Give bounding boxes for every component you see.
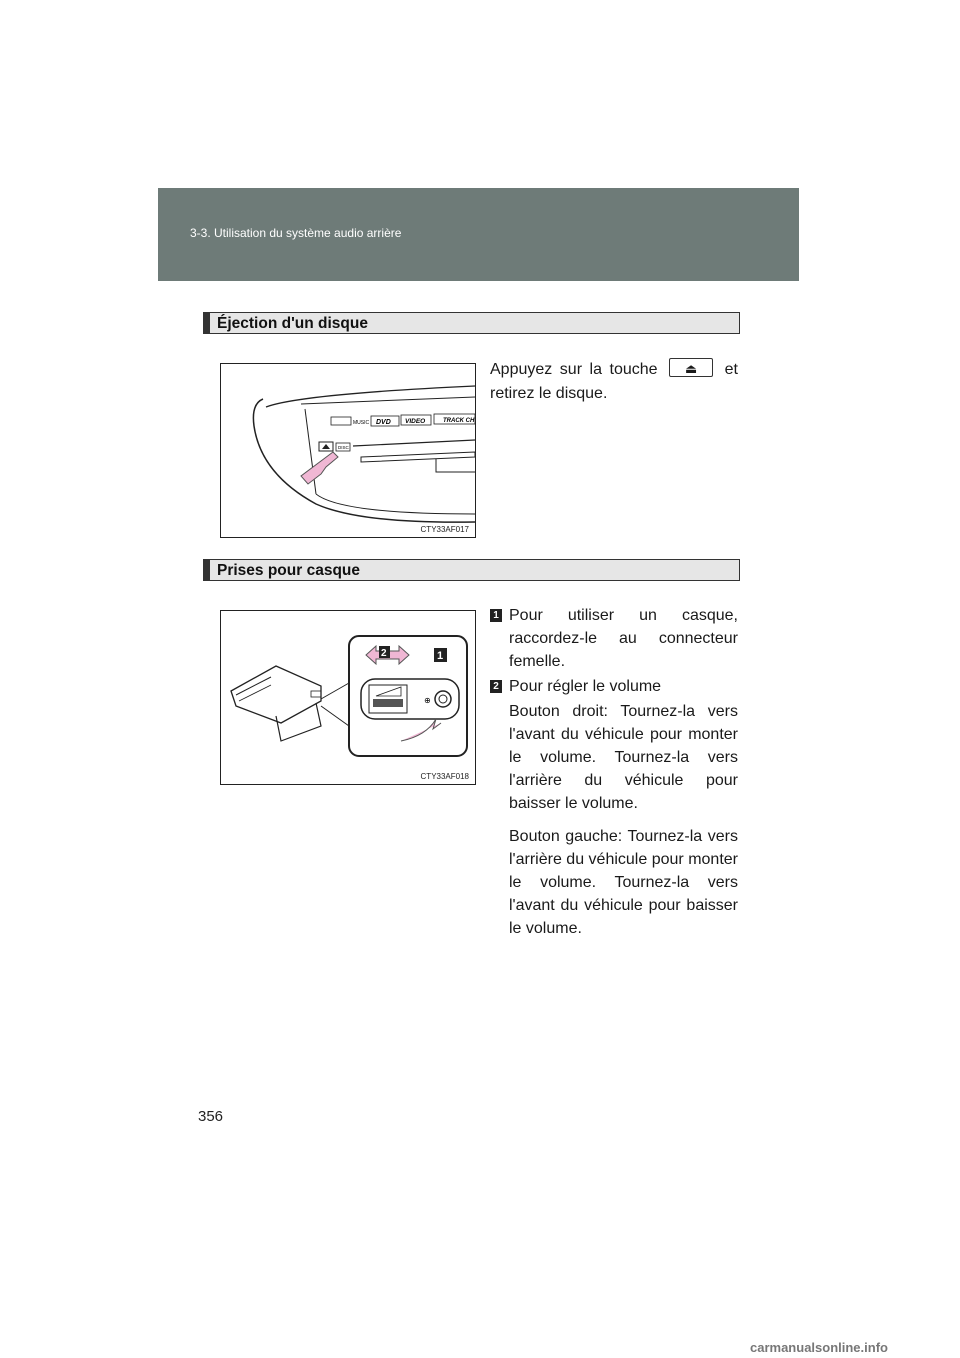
- section-title: Éjection d'un disque: [217, 315, 368, 332]
- step-text: Pour utiliser un casque, raccordez-le au connecteur femelle.: [509, 607, 738, 670]
- step-number-badge: 2: [490, 680, 502, 693]
- step-text: Pour régler le volume: [509, 678, 662, 695]
- svg-text:1: 1: [437, 650, 444, 662]
- page-number: 356: [198, 1108, 224, 1125]
- list-item: [490, 604, 738, 673]
- headphone-instructions: [490, 604, 738, 940]
- section-heading-eject: [203, 312, 740, 334]
- svg-text:VIDEO: VIDEO: [405, 418, 426, 425]
- figure-code: CTY33AF018: [420, 772, 469, 781]
- section-title: Prises pour casque: [217, 562, 361, 579]
- svg-text:⊕: ⊕: [424, 696, 431, 705]
- eject-instruction: [490, 358, 738, 406]
- section-heading-headphones: [203, 559, 740, 581]
- breadcrumb: 3-3. Utilisation du système audio arrière: [190, 226, 402, 240]
- paragraph-right-knob: Bouton droit: Tournez-la vers l'avant du véhicule pour monter le volume. Tournez-la vers l'arrière du véhicule pour baisser le volume.: [509, 703, 738, 812]
- headphone-jack-illustration: [220, 610, 476, 785]
- eject-icon: [669, 358, 713, 377]
- disc-eject-illustration: [220, 363, 476, 538]
- svg-text:DISC: DISC: [338, 445, 349, 450]
- svg-text:MUSIC: MUSIC: [353, 420, 370, 426]
- svg-text:2: 2: [381, 648, 387, 659]
- svg-text:TRACK CH: TRACK CH: [443, 418, 475, 424]
- eject-text-before: Appuyez sur la touche: [490, 361, 658, 378]
- header-bar: [158, 188, 799, 281]
- eject-text-after: et retirez le disque.: [490, 361, 738, 402]
- list-item: [490, 675, 738, 698]
- watermark: carmanualsonline.info: [750, 1340, 888, 1355]
- step-number-badge: 1: [490, 609, 502, 622]
- figure-code: CTY33AF017: [420, 525, 469, 534]
- svg-text:DVD: DVD: [376, 419, 391, 426]
- paragraph-left-knob: Bouton gauche: Tournez-la vers l'arrière du véhicule pour monter le volume. Tournez-la vers l'avant du véhicule pour baisser le volume.: [509, 828, 738, 937]
